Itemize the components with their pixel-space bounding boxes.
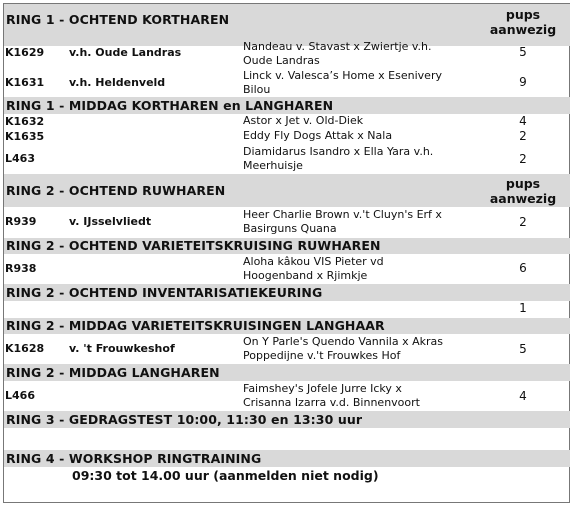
parent-combination: Eddy Fly Dogs Attak x Nala: [243, 129, 393, 142]
section-title: RING 3 - GEDRAGSTEST 10:00, 11:30 en 13:30 uur: [6, 412, 363, 427]
section-header-ring2-rough: [4, 174, 570, 207]
litter-code: K1632: [5, 115, 45, 128]
table-row: [4, 207, 570, 238]
kennel-name: v. IJsselvliedt: [69, 215, 152, 228]
table-row: [4, 40, 570, 69]
parent-combination: Diamidarus Isandro x Ella Yara v.h. Meerhuisje: [243, 145, 434, 172]
section-header-ring2-variety: [4, 238, 570, 254]
table-row: [4, 129, 570, 144]
section-title: RING 1 - OCHTEND KORTHAREN: [6, 12, 230, 27]
pups-count: 1: [519, 301, 527, 315]
section-title: RING 1 - MIDDAG KORTHAREN en LANGHAREN: [6, 98, 334, 113]
parent-combination: On Y Parle's Quendo Vannila x Akras Poppedijne v.'t Frouwkes Hof: [243, 335, 443, 362]
table-row: [4, 334, 570, 364]
kennel-name: v. 't Frouwkeshof: [69, 342, 175, 355]
pups-count: 4: [519, 389, 527, 403]
parent-combination: Heer Charlie Brown v.'t Cluyn's Erf x Basirguns Quana: [243, 208, 442, 235]
pups-count: 5: [519, 342, 527, 356]
parent-combination: Astor x Jet v. Old-Diek: [243, 114, 364, 127]
section-header-ring1-afternoon: [4, 97, 570, 114]
section-header-ring4: [4, 450, 570, 467]
pups-count: 2: [519, 129, 527, 143]
section-header-ring2-inventory: [4, 284, 570, 301]
workshop-time-row: [4, 467, 570, 487]
workshop-time: 09:30 tot 14.00 uur (aanmelden niet nodig): [72, 468, 379, 483]
parent-combination: Linck v. Valesca’s Home x Esenivery Bilou: [243, 69, 442, 96]
parent-combination: Faimshey's Jofele Jurre Icky x Crisanna Izarra v.d. Binnenvoort: [243, 382, 420, 409]
litter-code: L466: [5, 389, 35, 402]
kennel-name: v.h. Oude Landras: [69, 46, 182, 59]
pups-count: 2: [519, 152, 527, 166]
litter-code: R938: [5, 262, 37, 275]
pups-column-header: pups aanwezig: [489, 176, 557, 206]
litter-code: L463: [5, 152, 35, 165]
section-header-ring2-long: [4, 364, 570, 381]
table-row: [4, 69, 570, 97]
table-row: [4, 114, 570, 129]
section-title: RING 2 - MIDDAG VARIETEITSKRUISINGEN LANGHAAR: [6, 318, 385, 333]
section-title: RING 2 - OCHTEND INVENTARISATIEKEURING: [6, 285, 323, 300]
litter-code: K1629: [5, 46, 45, 59]
pups-count: 4: [519, 114, 527, 128]
table-row: [4, 144, 570, 174]
pups-count: 5: [519, 45, 527, 59]
section-title: RING 4 - WORKSHOP RINGTRAINING: [6, 451, 262, 466]
pups-count: 6: [519, 261, 527, 275]
table-row: [4, 301, 570, 318]
litter-code: K1631: [5, 76, 45, 89]
section-title: RING 2 - OCHTEND VARIETEITSKRUISING RUWHAREN: [6, 238, 381, 253]
section-header-ring2-variety-long: [4, 318, 570, 334]
kennel-name: v.h. Heldenveld: [69, 76, 166, 89]
litter-code: R939: [5, 215, 37, 228]
pups-count: 2: [519, 215, 527, 229]
table-row: [4, 381, 570, 411]
litter-code: K1628: [5, 342, 45, 355]
section-title: RING 2 - MIDDAG LANGHAREN: [6, 365, 220, 380]
table-row: [4, 254, 570, 284]
parent-combination: Aloha kâkou VIS Pieter vd Hoogenband x Rjimkje: [243, 255, 384, 282]
litter-code: K1635: [5, 130, 45, 143]
pups-column-header: pups aanwezig: [489, 7, 557, 37]
section-header-ring3: [4, 411, 570, 428]
pups-count: 9: [519, 75, 527, 89]
section-title: RING 2 - OCHTEND RUWHAREN: [6, 183, 226, 198]
parent-combination: Nandeau v. Stavast x Zwiertje v.h. Oude Landras: [243, 40, 432, 67]
